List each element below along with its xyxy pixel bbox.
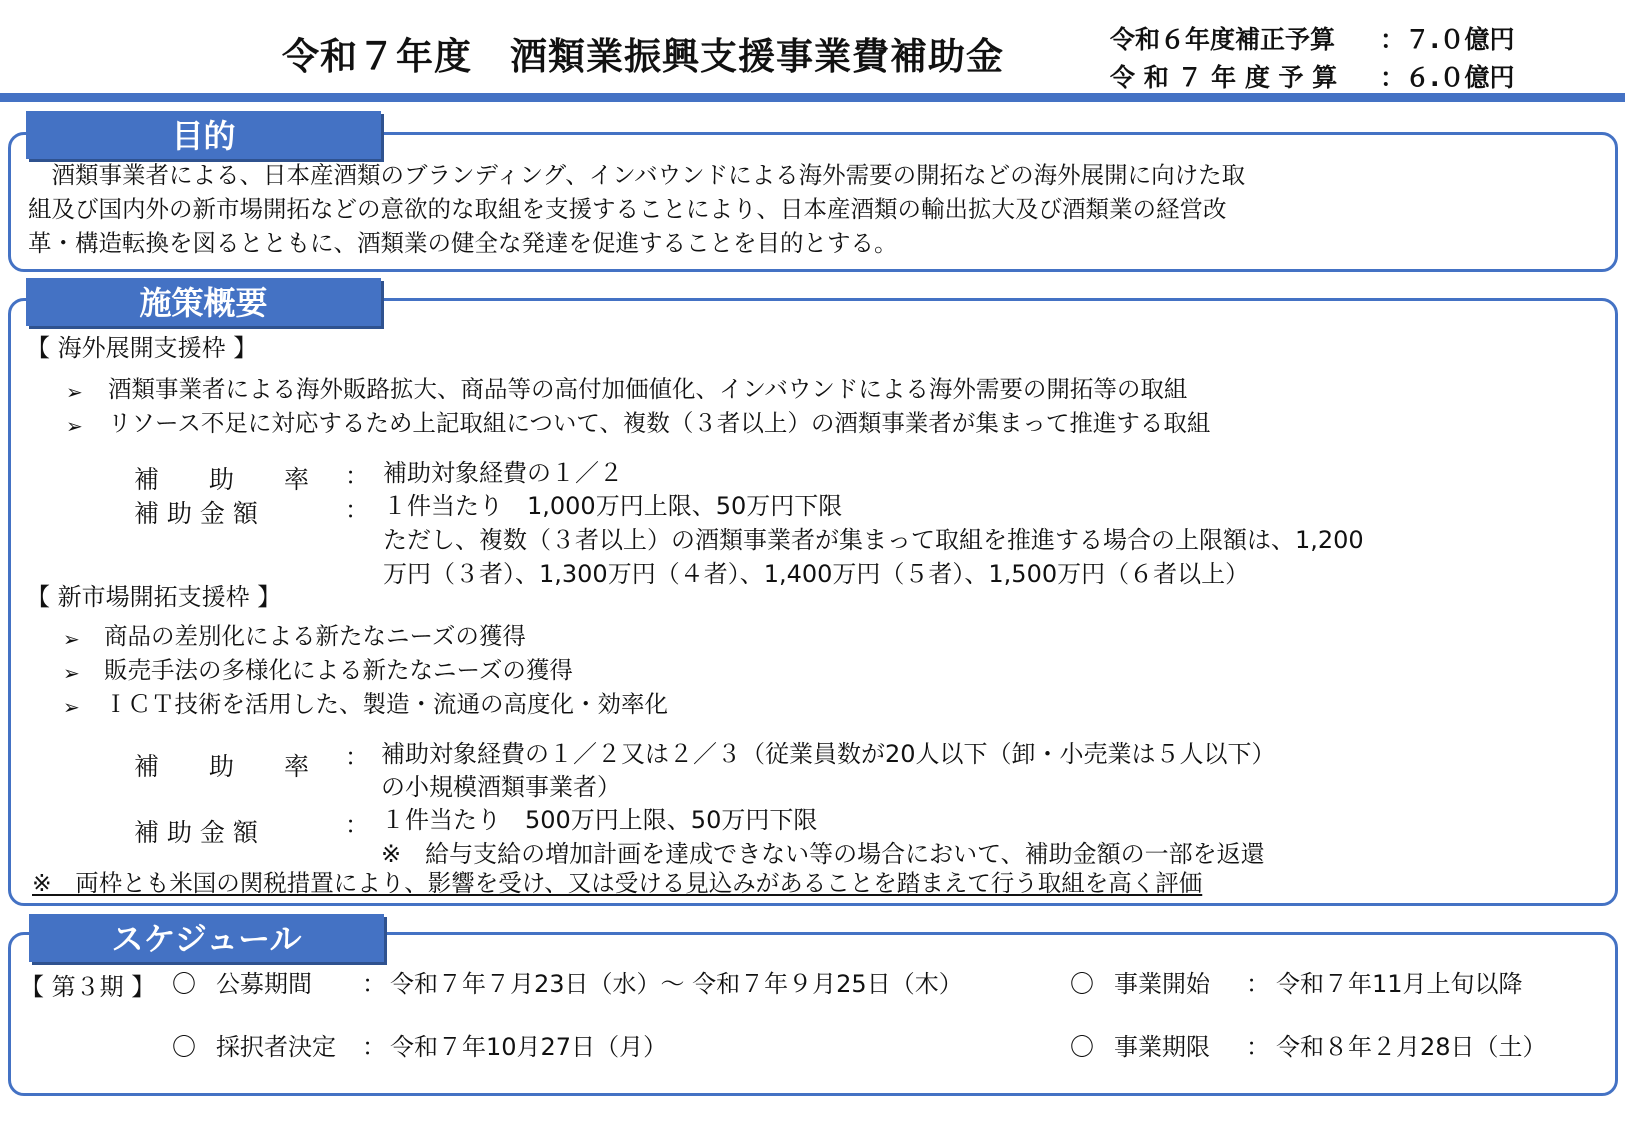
- purpose-line-3: 革・構造転換を図るとともに、酒類業の健全な発達を促進することを目的とする。: [28, 229, 898, 257]
- arrow-bullet-icon: ➢: [66, 380, 83, 404]
- schedule-value-deadline: 令和８年２月28日（土）: [1276, 1033, 1547, 1061]
- newmarket-amount-colon: ：: [345, 811, 369, 839]
- newmarket-bullet-1: 商品の差別化による新たなニーズの獲得: [104, 622, 526, 650]
- circle-icon: 〇: [1070, 970, 1094, 998]
- overseas-rate-value: 補助対象経費の１／２: [383, 459, 623, 487]
- overseas-rate-label: 補 助 率: [134, 465, 310, 494]
- newmarket-amount-line-1: １件当たり 500万円上限、50万円下限: [381, 806, 818, 834]
- arrow-bullet-icon: ➢: [66, 414, 83, 438]
- overseas-rate-colon: ：: [345, 462, 369, 490]
- purpose-line-2: 組及び国内外の新市場開拓などの意欲的な取組を支援することにより、日本産酒類の輸出拡大及び酒類業の経営改: [28, 195, 1227, 223]
- budget-line1-label: 令和６年度補正予算: [1110, 25, 1336, 54]
- overview-note: ※ 両枠とも米国の関税措置により、影響を受け、又は受ける見込みがあることを踏まえて行う取組を高く評価: [32, 869, 1203, 897]
- overseas-bullet-1: 酒類事業者による海外販路拡大、商品等の高付加価値化、インバウンドによる海外需要の開拓等の取組: [108, 375, 1188, 403]
- schedule-colon: ：: [1246, 970, 1270, 998]
- circle-icon: 〇: [172, 1033, 196, 1061]
- newmarket-bullet-3: ＩＣＴ技術を活用した、製造・流通の高度化・効率化: [104, 690, 668, 718]
- page-title: 令和７年度 酒類業振興支援事業費補助金: [282, 35, 1004, 78]
- newmarket-rate-line-2: の小規模酒類事業者）: [381, 773, 621, 801]
- newmarket-rate-label: 補 助 率: [134, 752, 310, 781]
- overseas-amount-line-3: 万円（３者）、1,300万円（４者）、1,400万円（５者）、1,500万円（６者以上）: [383, 560, 1250, 588]
- newmarket-rate-colon: ：: [345, 743, 369, 771]
- schedule-value-selection: 令和７年10月27日（月）: [390, 1033, 668, 1061]
- schedule-tab: スケジュール: [29, 914, 384, 962]
- schedule-value-recruitment: 令和７年７月23日（水）～ 令和７年９月25日（木）: [390, 970, 963, 998]
- budget-line1-value: ：７.０億円: [1380, 25, 1515, 54]
- schedule-label-start: 事業開始: [1114, 970, 1210, 998]
- arrow-bullet-icon: ➢: [63, 695, 80, 719]
- newmarket-heading: 【 新市場開拓支援枠 】: [26, 583, 282, 611]
- overseas-amount-line-1: １件当たり 1,000万円上限、50万円下限: [383, 492, 843, 520]
- newmarket-bullet-2: 販売手法の多様化による新たなニーズの獲得: [104, 656, 573, 684]
- newmarket-rate-line-1: 補助対象経費の１／２又は２／３（従業員数が20人以下（卸・小売業は５人以下）: [381, 740, 1276, 768]
- overview-tab: 施策概要: [26, 278, 381, 326]
- schedule-colon: ：: [362, 1033, 386, 1061]
- schedule-label-deadline: 事業期限: [1114, 1033, 1210, 1061]
- overseas-amount-label: 補 助 金 額: [134, 499, 258, 528]
- purpose-tab: 目的: [26, 111, 381, 159]
- purpose-line-1: 酒類事業者による、日本産酒類のブランディング、インバウンドによる海外需要の開拓などの海外展開に向けた取: [28, 161, 1246, 189]
- overseas-amount-line-2: ただし、複数（３者以上）の酒類事業者が集まって取組を推進する場合の上限額は、1,200: [383, 526, 1364, 554]
- arrow-bullet-icon: ➢: [63, 627, 80, 651]
- schedule-label-recruitment: 公募期間: [216, 970, 312, 998]
- header-divider: [0, 93, 1625, 102]
- newmarket-amount-line-2: ※ 給与支給の増加計画を達成できない等の場合において、補助金額の一部を返還: [381, 840, 1265, 868]
- schedule-colon: ：: [362, 970, 386, 998]
- schedule-colon: ：: [1246, 1033, 1270, 1061]
- overseas-heading: 【 海外展開支援枠 】: [26, 334, 258, 362]
- schedule-phase: 【 第３期 】: [20, 973, 156, 1001]
- newmarket-amount-label: 補 助 金 額: [134, 818, 258, 847]
- schedule-label-selection: 採択者決定: [216, 1033, 336, 1061]
- overseas-bullet-2: リソース不足に対応するため上記取組について、複数（３者以上）の酒類事業者が集まって推進する取組: [108, 409, 1211, 437]
- budget-line2-label: 令 和 ７ 年 度 予 算: [1110, 63, 1338, 92]
- arrow-bullet-icon: ➢: [63, 661, 80, 685]
- circle-icon: 〇: [1070, 1033, 1094, 1061]
- budget-line2-value: ：６.０億円: [1380, 63, 1515, 92]
- overseas-amount-colon: ：: [345, 496, 369, 524]
- circle-icon: 〇: [172, 970, 196, 998]
- schedule-value-start: 令和７年11月上旬以降: [1276, 970, 1523, 998]
